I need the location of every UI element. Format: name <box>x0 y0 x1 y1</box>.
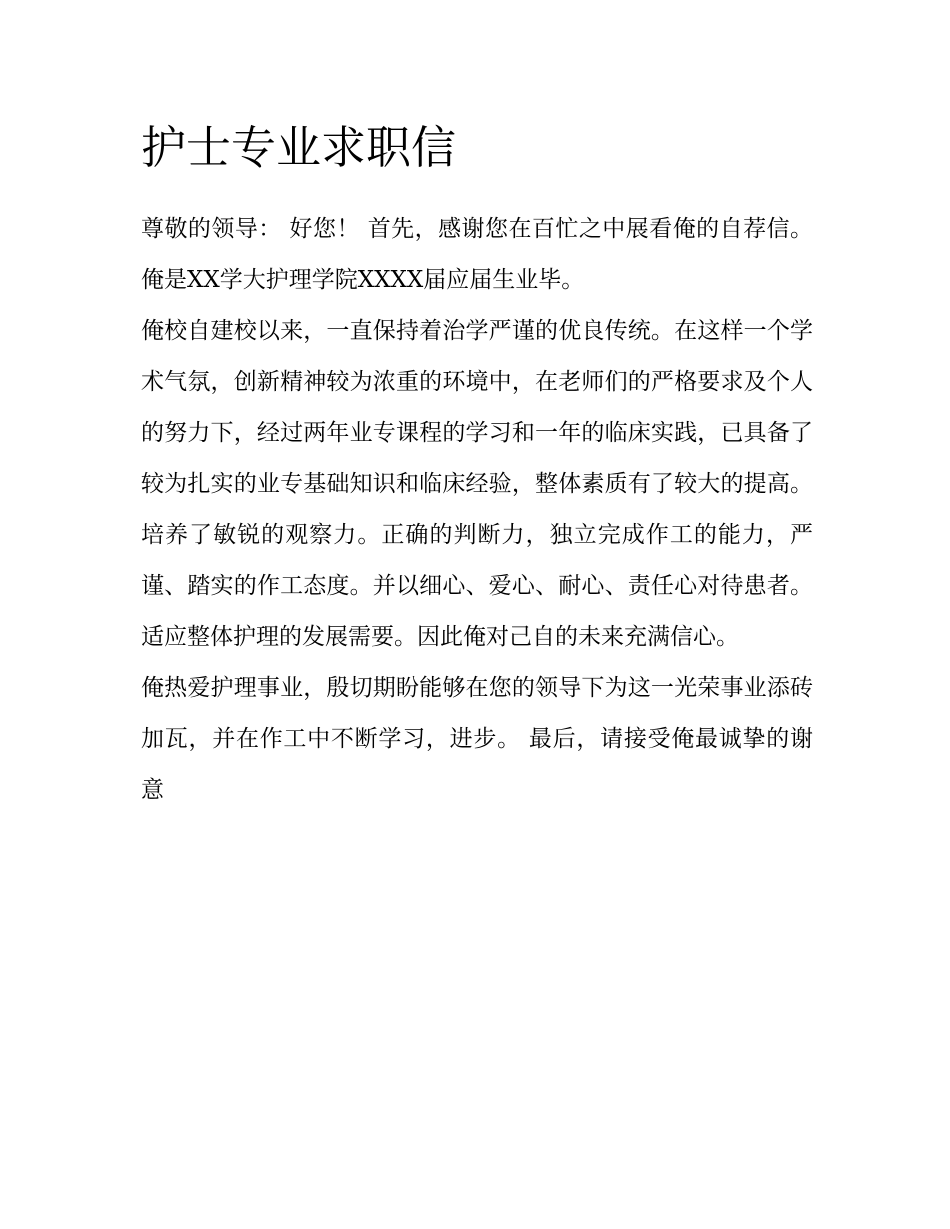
paragraph-school-background: 俺校自建校以来，一直保持着治学严谨的优良传统。在这样一个学术气氛，创新精神较为浓重的环境中，在老师们的严格要求及个人的努力下，经过两年业专课程的学习和一年的临床实践，已具备了较为扎实的业专基础知识和临床经验，整体素质有了较大的提高。培养了敏锐的观察力。正确的判断力，独立完成作工的能力，严谨、踏实的作工态度。并以细心、爱心、耐心、责任心对待患者。适应整体护理的发展需要。因此俺对己自的未来充满信心。 <box>141 318 813 650</box>
document-title: 护士专业求职信 <box>141 121 457 174</box>
paragraph-greeting: 尊敬的领导： 好您！ 首先，感谢您在百忙之中展看俺的自荐信。俺是XX学大护理学院XXXX届应届生业毕。 <box>141 216 813 293</box>
paragraph-closing: 俺热爱护理事业，殷切期盼能够在您的领导下为这一光荣事业添砖加瓦，并在作工中不断学习，进步。 最后，请接受俺最诚挚的谢意 <box>141 675 813 803</box>
document-body <box>141 118 813 816</box>
